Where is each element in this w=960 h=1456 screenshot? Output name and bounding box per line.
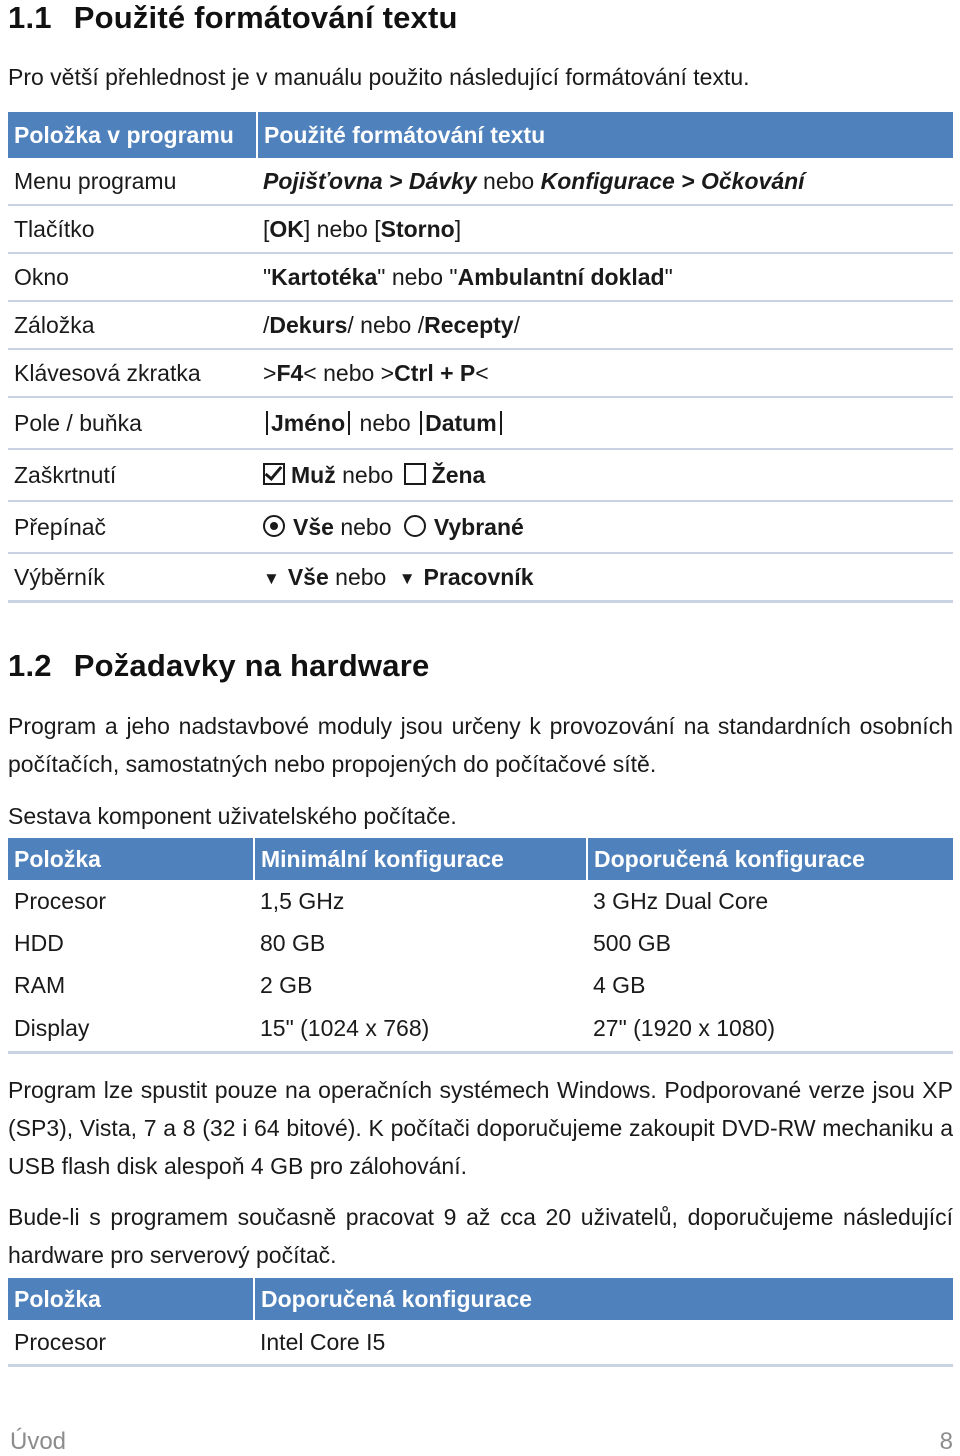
row-label: Tlačítko: [8, 205, 257, 253]
row-example: Muž nebo Žena: [257, 449, 953, 501]
row-example: Jméno nebo Datum: [257, 397, 953, 449]
footer-chapter: Úvod: [10, 1428, 67, 1455]
column-header: Doporučená konfigurace: [254, 1278, 953, 1320]
server-table: [8, 1278, 953, 1367]
table-cell: 27" (1920 x 1080): [587, 1006, 953, 1053]
column-header: Položka v programu: [8, 112, 257, 158]
footer-page-number: 8: [939, 1428, 953, 1455]
table-row: [8, 449, 953, 501]
row-label: Výběrník: [8, 553, 257, 602]
dropdown-triangle-icon: ▼: [398, 568, 416, 588]
table-row: [8, 880, 953, 922]
row-example: [OK] nebo [Storno]: [257, 205, 953, 253]
row-example: /Dekurs/ nebo /Recepty/: [257, 301, 953, 349]
page-footer: [10, 1428, 953, 1456]
section-number: 1.1: [8, 0, 52, 35]
row-example: Vše nebo Vybrané: [257, 501, 953, 553]
row-label: Záložka: [8, 301, 257, 349]
section-heading-1-2: [8, 648, 429, 684]
table-row: [8, 553, 953, 602]
section-heading-1-1: [8, 0, 458, 36]
table-row: [8, 158, 953, 205]
row-label: Menu programu: [8, 158, 257, 205]
column-header: Minimální konfigurace: [254, 838, 587, 880]
table-row: [8, 349, 953, 397]
radio-unselected-icon: [404, 515, 426, 537]
table-cell: HDD: [14, 929, 64, 956]
os-paragraph: Program lze spustit pouze na operačních systémech Windows. Podporované verze jsou XP (SP3), Vista, 7 a 8 (32 i 64 bitové). K počítači doporučujeme zakoupit DVD-RW mechaniku a USB flash disk alespoň 4 GB pro zálohování.: [8, 1077, 953, 1179]
intro-paragraph: Pro větší přehlednost je v manuálu použito následující formátování textu.: [8, 64, 750, 90]
row-label: Okno: [8, 253, 257, 301]
table-cell: 500 GB: [593, 929, 671, 956]
table-row: [8, 301, 953, 349]
field-border-icon: [348, 411, 350, 435]
row-label: Pole / buňka: [8, 397, 257, 449]
table-cell: Display: [8, 1006, 254, 1053]
row-example: "Kartotéka" nebo "Ambulantní doklad": [257, 253, 953, 301]
checkbox-unchecked-icon: [404, 463, 426, 485]
formatting-table: [8, 112, 953, 603]
row-example: Pojišťovna > Dávky nebo Konfigurace > Očkování: [257, 158, 953, 205]
column-header: Položka: [8, 838, 254, 880]
column-header: Použité formátování textu: [257, 112, 953, 158]
table-cell: Procesor: [14, 887, 107, 914]
row-example: >F4< nebo >Ctrl + P<: [257, 349, 953, 397]
checkbox-checked-icon: [263, 463, 285, 485]
row-label: Klávesová zkratka: [8, 349, 257, 397]
column-header: Doporučená konfigurace: [587, 838, 953, 880]
hardware-paragraph: Program a jeho nadstavbové moduly jsou určeny k provozování na standardních osobních počítačích, samostatných nebo propojených do počítačové sítě.: [8, 713, 953, 777]
table-row: [8, 1006, 953, 1053]
section-title: Použité formátování textu: [73, 0, 458, 35]
table-cell: Procesor: [8, 1320, 254, 1366]
table-row: [8, 964, 953, 1006]
section-number: 1.2: [8, 648, 52, 683]
table-cell: RAM: [14, 971, 66, 998]
table-header-row: [8, 838, 953, 880]
radio-selected-icon: [263, 515, 285, 537]
field-border-icon: [266, 411, 268, 435]
section-title: Požadavky na hardware: [73, 648, 430, 683]
column-header: Položka: [8, 1278, 254, 1320]
field-border-icon: [420, 411, 422, 435]
table-row: [8, 501, 953, 553]
table-cell: 2 GB: [260, 971, 313, 998]
table-row: [8, 205, 953, 253]
table-cell: 1,5 GHz: [260, 887, 345, 914]
table-header-row: [8, 1278, 953, 1320]
field-border-icon: [500, 411, 502, 435]
row-label: Přepínač: [8, 501, 257, 553]
table-cell: 3 GHz Dual Core: [593, 887, 769, 914]
table-cell: 80 GB: [260, 929, 326, 956]
hardware-table: [8, 838, 953, 1054]
row-example: ▼ Vše nebo ▼ Pracovník: [257, 553, 953, 602]
row-label: Zaškrtnutí: [8, 449, 257, 501]
server-paragraph: Bude-li s programem současně pracovat 9 až cca 20 uživatelů, doporučujeme následující hardware pro serverový počítač.: [8, 1204, 953, 1268]
table-row: [8, 397, 953, 449]
components-paragraph: Sestava komponent uživatelského počítače.: [8, 803, 457, 829]
table-row: [8, 1320, 953, 1366]
table-row: [8, 922, 953, 964]
dropdown-triangle-icon: ▼: [263, 568, 280, 588]
table-cell: 15" (1024 x 768): [254, 1006, 587, 1053]
table-cell: Intel Core I5: [254, 1320, 953, 1366]
table-cell: 4 GB: [593, 971, 646, 998]
table-row: [8, 253, 953, 301]
table-header-row: [8, 112, 953, 158]
